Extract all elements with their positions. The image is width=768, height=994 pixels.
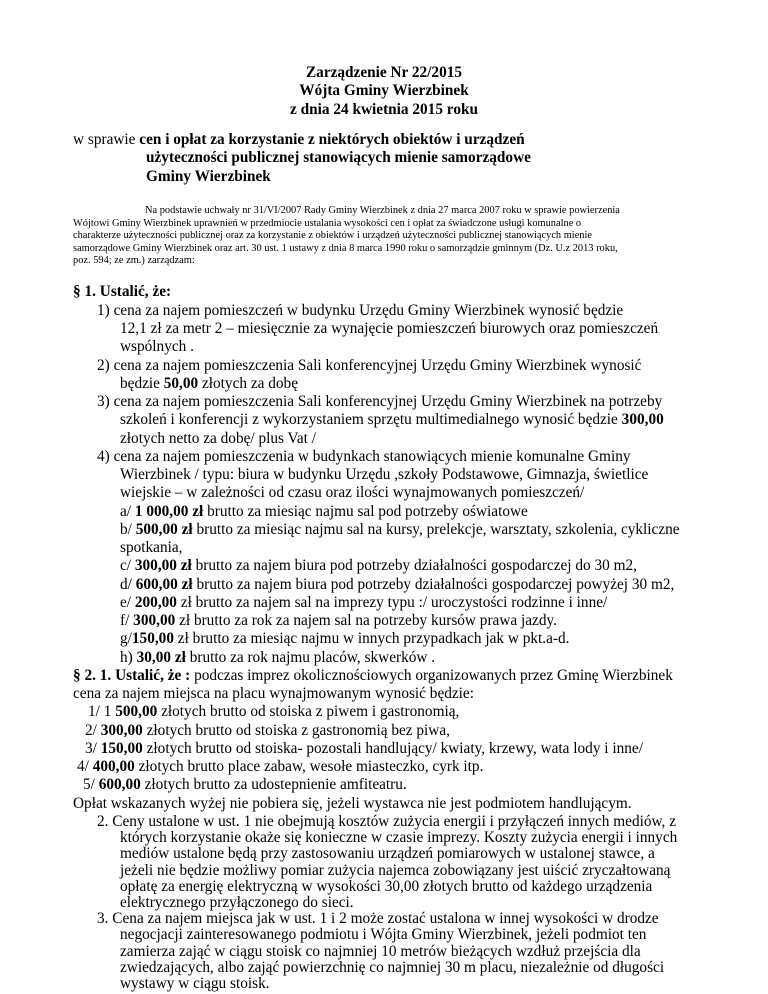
stall-price-5: 5/ 600,00 złotych brutto za udostepnienie amfiteatru.: [83, 776, 407, 793]
price-g: g/150,00 zł brutto za miesiąc najmu w innych przypadkach jak w pkt.a-d.: [120, 630, 570, 647]
price-c: c/ 300,00 zł brutto za najem biura pod potrzeby działalności gospodarczej do 30 m2,: [120, 557, 637, 574]
preamble-line: charakterze użyteczności publicznej oraz za korzystanie z obiektów i urządzeń użyteczności publicznej stanowiących mienie: [73, 230, 592, 241]
s1-item-4: Wierzbinek / typu: biura w budynku Urzędu ,szkoły Podstawowe, Gimnazja, świetlice: [120, 466, 649, 483]
subject-line-1: w sprawie cen i opłat za korzystanie z niektórych obiektów i urządzeń: [73, 131, 525, 148]
s1-item-3: złotych netto za dobę/ plus Vat /: [120, 430, 316, 447]
s1-item-4: 4) cena za najem pomieszczenia w budynkach stanowiących mienie komunalne Gminy: [97, 448, 631, 465]
s2-point-2: jeżeli nie będzie możliwy pomiar zużycia najemca zobowiązany jest uiścić zryczałtowaną: [120, 861, 671, 879]
price-d: d/ 600,00 zł brutto za najem biura pod potrzeby działalności gospodarczej powyżej 30 m2,: [120, 576, 675, 593]
s1-item-2: będzie 50,00 złotych za dobę: [120, 375, 298, 392]
s2-point-3: zamierza zająć w ciągu stoisk co najmniej 10 metrów bieżących wzdłuż przejścia dla: [120, 942, 641, 960]
price-f: f/ 300,00 zł brutto za rok za najem sal na potrzeby kursów prawa jazdy.: [120, 612, 557, 629]
price-e: e/ 200,00 zł brutto za najem sal na imprezy typu :/ uroczystości rodzinne i inne/: [120, 594, 608, 611]
s1-item-1: wspólnych .: [120, 338, 194, 355]
price-b-cont: spotkania,: [120, 539, 183, 556]
s2-point-3: wystawy w ciągu stoisk.: [120, 975, 270, 992]
section-2-intro: cena za najem miejsca na placu wynajmowanym wynosić będzie:: [73, 685, 474, 702]
s2-point-2: 2. Ceny ustalone w ust. 1 nie obejmują kosztów zużycia energii i przyłączeń innych mediów, z: [97, 813, 676, 830]
stall-price-3: 3/ 150,00 złotych brutto od stoiska- pozostali handlujący/ kwiaty, krzewy, wata lody i inne/: [85, 740, 643, 757]
s2-point-3: zwiedzających, albo zająć powierzchnię co najmniej 30 m placu, niezależnie od długości: [120, 958, 665, 976]
s1-item-3: 3) cena za najem pomieszczenia Sali konferencyjnej Urzędu Gminy Wierzbinek na potrzeby: [97, 393, 663, 410]
preamble-line: Wójtowi Gminy Wierzbinek uprawnień w przedmiocie ustalania wysokości cen i opłat za świadczone usługi komunalne o: [73, 218, 582, 229]
section-2-heading: § 2. 1. Ustalić, że : podczas imprez okolicznościowych organizowanych przez Gminę Wierzbinek: [73, 667, 673, 684]
s1-item-3: szkoleń i konferencji z wykorzystaniem sprzętu multimedialnego wynosić będzie 300,00: [120, 411, 664, 428]
preamble-line: Na podstawie uchwały nr 31/VI/2007 Rady Gminy Wierzbinek z dnia 27 marca 2007 roku w sprawie powierzenia: [145, 205, 620, 216]
s2-point-2: mediów ustalone będą przy zastosowaniu urządzeń pomiarowych w ustalonej stawce, a: [120, 845, 655, 863]
price-a: a/ 1 000,00 zł brutto za miesiąc najmu sal pod potrzeby oświatowe: [120, 503, 528, 520]
s2-point-2: których korzystanie okaże się konieczne w czasie imprezy. Koszty zużycia energii i innych: [120, 829, 678, 847]
s2-point-3: 3. Cena za najem miejsca jak w ust. 1 i 2 może zostać ustalona w innej wysokości w drodze: [97, 910, 659, 928]
price-h: h) 30,00 zł brutto za rok najmu placów, skwerków .: [120, 649, 436, 666]
stall-price-2: 2/ 300,00 złotych brutto od stoiska z gastronomią bez piwa,: [85, 722, 450, 739]
decree-date: z dnia 24 kwietnia 2015 roku: [290, 101, 478, 118]
price-b: b/ 500,00 zł brutto za miesiąc najmu sal na kursy, prelekcje, warsztaty, szkolenia, cykliczne: [120, 521, 680, 538]
preamble-line: poz. 594; ze zm.) zarządzam:: [73, 255, 195, 266]
exemption-note: Opłat wskazanych wyżej nie pobiera się, jeżeli wystawca nie jest podmiotem handlującym.: [73, 795, 632, 812]
s2-point-3: negocjacji zainteresowanego podmiotu i Wójta Gminy Wierzbinek, jeżeli podmiot ten: [120, 926, 647, 944]
section-1-heading: § 1. Ustalić, że:: [73, 283, 172, 300]
stall-price-1: 1/ 1 500,00 złotych brutto od stoiska z piwem i gastronomią,: [88, 703, 460, 720]
subject-line-3: Gminy Wierzbinek: [146, 168, 271, 185]
s1-item-1: 1) cena za najem pomieszczeń w budynku Urzędu Gminy Wierzbinek wynosić będzie: [97, 302, 624, 319]
s2-point-2: elektrycznego przyłączonego do sieci.: [120, 894, 354, 911]
s1-item-2: 2) cena za najem pomieszczenia Sali konferencyjnej Urzędu Gminy Wierzbinek wynosić: [97, 357, 642, 374]
s1-item-1: 12,1 zł za metr 2 – miesięcznie za wynajęcie pomieszczeń biurowych oraz pomieszczeń: [120, 320, 659, 337]
decree-issuer: Wójta Gminy Wierzbinek: [299, 82, 469, 99]
s2-point-2: opłatę za energię elektryczną w wysokości 30,00 złotych brutto od każdego urządzenia: [120, 877, 653, 895]
decree-title: Zarządzenie Nr 22/2015: [305, 64, 463, 81]
s1-item-4: wiejskie – w zależności od czasu oraz ilości wynajmowanych pomieszczeń/: [120, 484, 585, 501]
stall-price-4: 4/ 400,00 złotych brutto place zabaw, wesołe miasteczko, cyrk itp.: [77, 758, 484, 775]
subject-line-2: użyteczności publicznej stanowiących mienie samorządowe: [146, 149, 531, 166]
preamble-line: samorządowe Gminy Wierzbinek oraz art. 30 ust. 1 ustawy z dnia 8 marca 1990 roku o samorządzie gminnym (Dz. U.z 2013 roku,: [73, 243, 618, 254]
